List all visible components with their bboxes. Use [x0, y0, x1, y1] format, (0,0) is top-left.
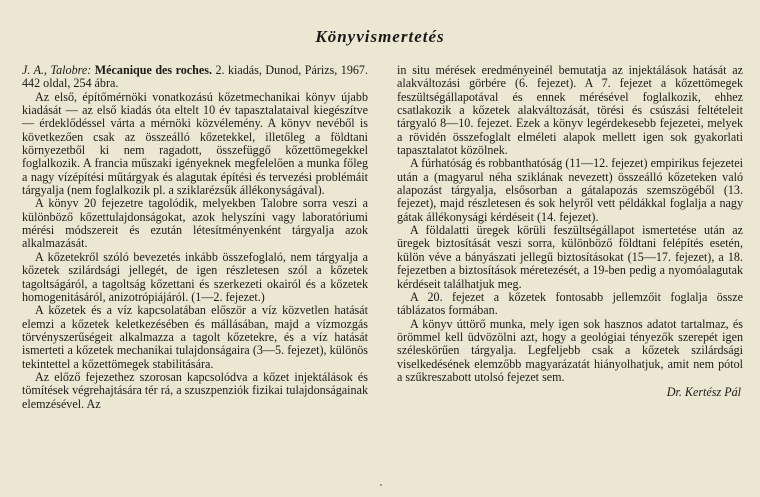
paragraph-injection: Az előző fejezethez szorosan kapcsolódva a kőzet injektálások és tömítések végrehajtására tér rá, a szuszpenziók fizikai tulajdonságainak elemzésével. Az [22, 369, 368, 411]
paragraph-underground: A földalatti üregek körüli feszültségállapot ismertetése után az üregek biztosítását veszi sorra, különböző földtani felépítés esetén, külön véve a bányászati jellegű biztosításokat (15—17. fejezet), a 18. fejezetben a biztosítások méretezését, a 19-ben pedig a nyomóalagutak kérdéseit találhatjuk meg. [397, 223, 743, 291]
paragraph-conclusion: A könyv úttörő munka, mely igen sok hasznos adatot tartalmaz, és örömmel kell üdvözölni azt, hogy a geológiai tényezők szerepét igen széleskörűen tárgyalja. Legfeljebb csak a kőzetek szilárdsági viselkedésének elemzőbb magyarázatát hiányolhatjuk, amit nem pótol a szűkreszabott utolsó fejezet sem. [397, 316, 743, 384]
paragraph-continuation: in situ mérések eredményeinél bemutatja az injektálások hatását az alakváltozási görbére (6. fejezet). A 7. fejezet a kőzettömegek feszültségállapotával és ennek mérésével foglalkozik, ehhez csatlakozik a kőzetek alakváltozását, törési és csúszási feltételeit tárgyaló 8—10. fejezet. Ezek a könyv legérdekesebb fejezetei, melyek a rövidén összefoglalt elméleti alapok mellett igen sok gyakorlati tapasztalatot közölnek. [397, 63, 743, 158]
book-title: Mécanique des roches. [94, 63, 212, 77]
paragraph-drillability: A fúrhatóság és robbanthatóság (11—12. fejezet) empirikus fejezetei után a (magyarul néha sziklának nevezett) összeálló kőzeteken való alapozást tárgyalja, elsősorban a gátalapozás szemszögéből (13. fejezet), majd részletesen és sok helyről vett példákkal foglalja a nagy gátak állékonysági kérdéseit (14. fejezet). [397, 156, 743, 224]
section-title: Könyvismertetés [315, 27, 445, 46]
bibliographic-entry [22, 64, 368, 91]
paragraph-tables: A 20. fejezet a kőzetek fontosabb jellemzőit foglalja össze táblázatos formában. [397, 289, 743, 318]
paragraph-introduction-chapter: A kőzetekről szóló bevezetés inkább összefoglaló, nem tárgyalja a kőzetek szilárdsági jellegét, de igen részletesen szól a kőzetek tagoltságáról, a tagoltság kőzettani és szerkezeti okairól és a kőzetek homogenitásáról, anizotrópiájáról. (1—2. fejezet.) [22, 249, 368, 304]
book-details: 2. kiadás, Dunod, Párizs, 1967. 442 oldal, 254 ábra. [22, 63, 368, 91]
left-column [22, 64, 368, 411]
reviewer-signature: Dr. Kertész Pál [666, 385, 741, 400]
book-author: J. A., Talobre: [22, 63, 92, 77]
page-speck [380, 484, 382, 486]
paragraph-intro: Az első, építőmérnöki vonatkozású kőzetmechanikai könyv újabb kiadását — az első kiadás óta eltelt 10 év tapasztalataival kiegészítve — érdeklődéssel várta a mérnöki közvélemény. A könyv nevéből is következően csak az összeálló kőzetekkel, illetőleg a földtani környezetből ki nem ragadott, összefüggő kőzettömegekkel foglalkozik. A francia műszaki igényeknek megfelelően a munka főleg a nagy vízépítési műtárgyak és alagutak építési és tervezési problémáit tárgyalja (nem foglalkozik pl. a sziklarézsűk állékonyságával). [22, 89, 368, 198]
paragraph-structure: A könyv 20 fejezetre tagolódik, melyekben Talobre sorra veszi a különböző kőzettulajdonságokat, azok helyszíni vagy laboratóriumi mérési módszereit és ezután létesítményenként tárgyalja azok alkalmazását. [22, 196, 368, 251]
paragraph-water: A kőzetek és a víz kapcsolatában először a víz közvetlen hatását elemzi a kőzetek keletkezésében és mállásában, majd a vízmozgás törvényszerűségeit alkalmazza a tagolt kőzetekre, és a víz hatását ismerteti a kőzetek mechanikai tulajdonságaira (3—5. fejezet), különös tekintettel a kőzettömegek stabilitására. [22, 303, 368, 371]
right-column [397, 64, 743, 400]
